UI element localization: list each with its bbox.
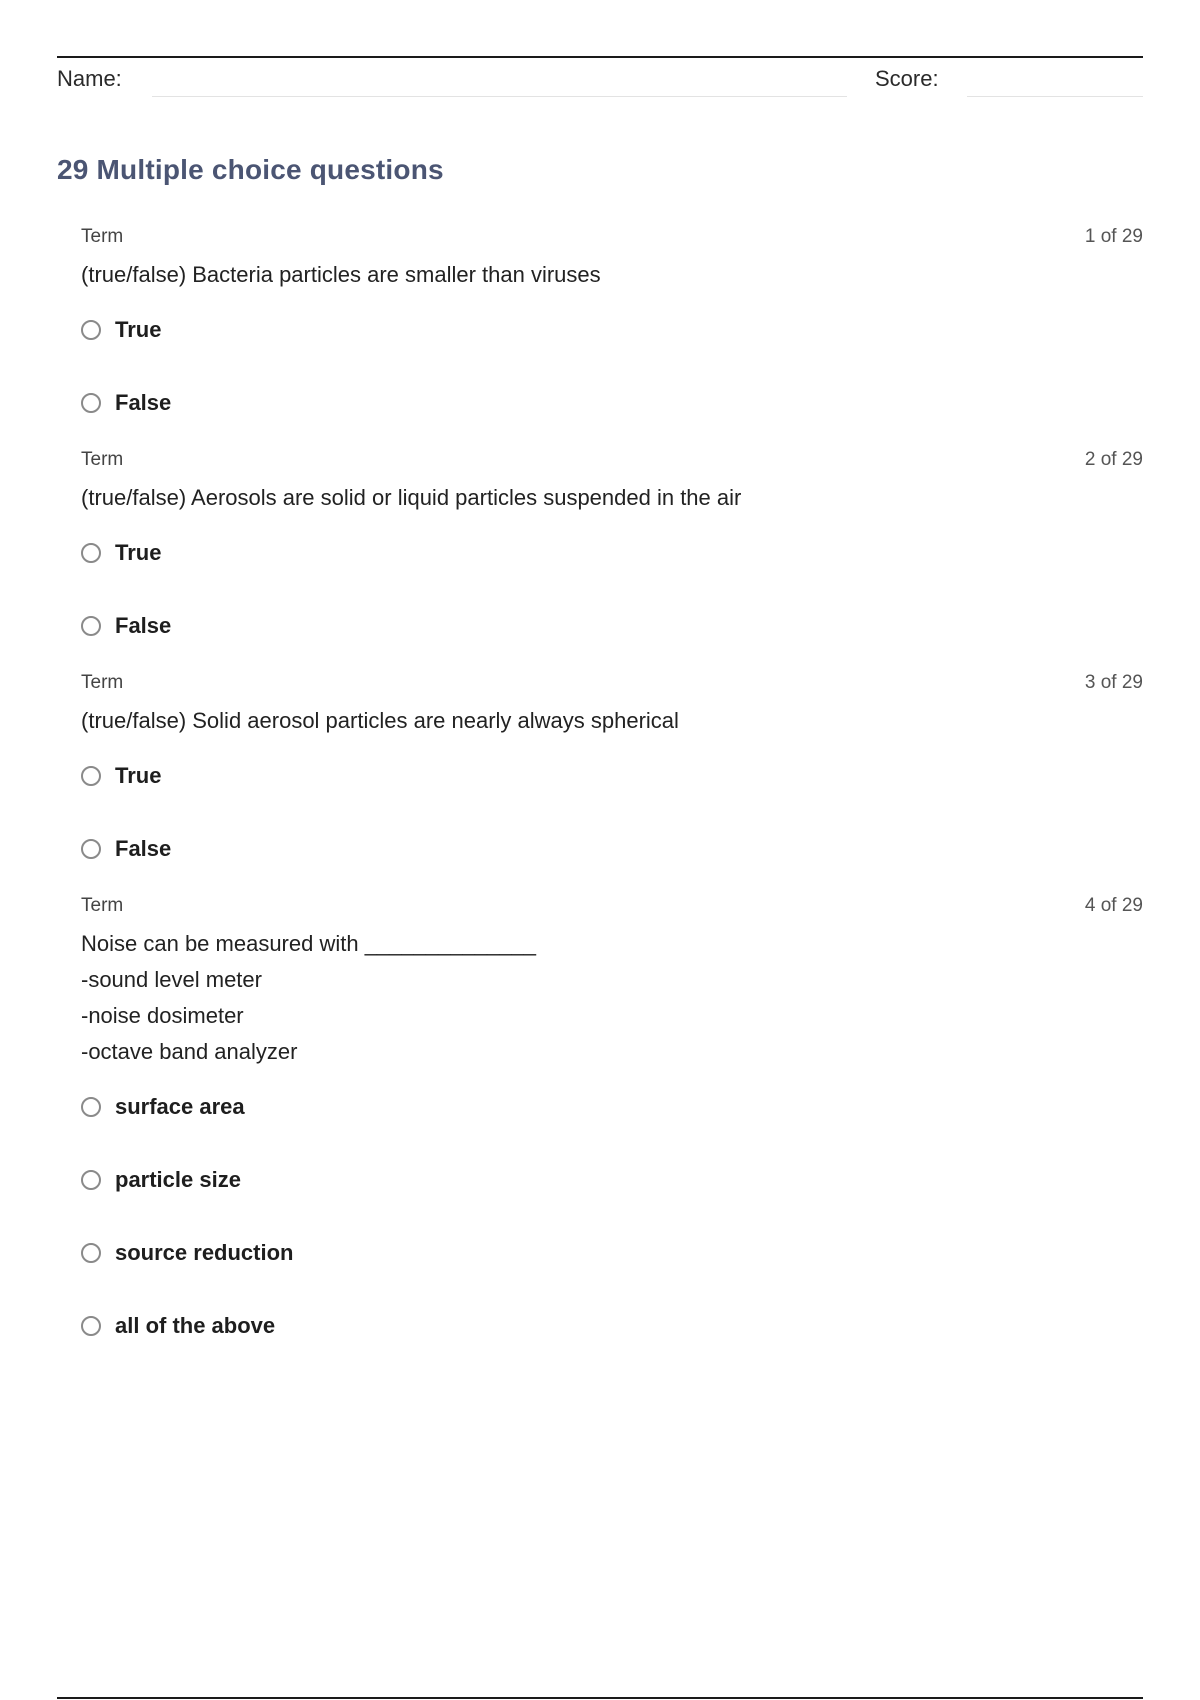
term-label: Term: [81, 226, 124, 247]
option-label: surface area: [115, 1094, 245, 1119]
answer-options: [81, 533, 1143, 646]
page-title: 29 Multiple choice questions: [57, 154, 444, 185]
option-label: all of the above: [115, 1313, 276, 1338]
name-label: Name:: [57, 66, 122, 91]
worksheet-page: [57, 56, 1143, 1372]
option-label: False: [115, 390, 172, 415]
question-3: [81, 672, 1143, 869]
question-counter: 1 of 29: [1084, 226, 1143, 247]
score-label: Score:: [875, 66, 939, 91]
answer-options: [81, 756, 1143, 869]
radio-button[interactable]: [81, 543, 101, 563]
option-source-reduction[interactable]: [81, 1233, 1143, 1273]
option-surface-area[interactable]: [81, 1087, 1143, 1127]
option-label: True: [115, 540, 162, 565]
question-4: [81, 895, 1143, 1346]
option-false[interactable]: [81, 383, 1143, 423]
question-header: [81, 226, 1143, 252]
radio-button[interactable]: [81, 1170, 101, 1190]
question-text-line: -octave band analyzer: [81, 1039, 298, 1064]
option-label: True: [115, 317, 162, 342]
question-header: [81, 895, 1143, 921]
radio-button[interactable]: [81, 1316, 101, 1336]
option-all-of-the-above[interactable]: [81, 1306, 1143, 1346]
question-text: (true/false) Aerosols are solid or liquid particles suspended in the air: [81, 485, 742, 510]
question-text-line: -noise dosimeter: [81, 1003, 244, 1028]
question-list: [57, 226, 1143, 1346]
option-particle-size[interactable]: [81, 1160, 1143, 1200]
radio-button[interactable]: [81, 766, 101, 786]
name-field-line[interactable]: [152, 96, 847, 97]
radio-button[interactable]: [81, 616, 101, 636]
option-label: particle size: [115, 1167, 241, 1192]
question-counter: 2 of 29: [1084, 449, 1143, 470]
option-true[interactable]: [81, 756, 1143, 796]
score-field-line[interactable]: [967, 96, 1143, 97]
option-true[interactable]: [81, 310, 1143, 350]
option-label: True: [115, 763, 162, 788]
radio-button[interactable]: [81, 839, 101, 859]
radio-button[interactable]: [81, 1243, 101, 1263]
option-true[interactable]: [81, 533, 1143, 573]
question-header: [81, 449, 1143, 475]
option-label: False: [115, 613, 172, 638]
option-false[interactable]: [81, 829, 1143, 869]
question-counter: 4 of 29: [1084, 895, 1143, 916]
option-label: False: [115, 836, 172, 861]
question-text: Noise can be measured with ______________: [81, 931, 536, 956]
radio-button[interactable]: [81, 320, 101, 340]
bottom-divider: [57, 1697, 1143, 1699]
radio-button[interactable]: [81, 1097, 101, 1117]
option-label: source reduction: [115, 1240, 294, 1265]
question-text: (true/false) Bacteria particles are smaller than viruses: [81, 262, 601, 287]
term-label: Term: [81, 449, 124, 470]
question-1: [81, 226, 1143, 423]
option-false[interactable]: [81, 606, 1143, 646]
header-row: [57, 58, 1143, 100]
answer-options: [81, 1087, 1143, 1346]
question-2: [81, 449, 1143, 646]
question-text-line: -sound level meter: [81, 967, 262, 992]
question-header: [81, 672, 1143, 698]
term-label: Term: [81, 672, 124, 693]
radio-button[interactable]: [81, 393, 101, 413]
question-text: (true/false) Solid aerosol particles are nearly always spherical: [81, 708, 679, 733]
term-label: Term: [81, 895, 124, 916]
answer-options: [81, 310, 1143, 423]
question-counter: 3 of 29: [1084, 672, 1143, 693]
